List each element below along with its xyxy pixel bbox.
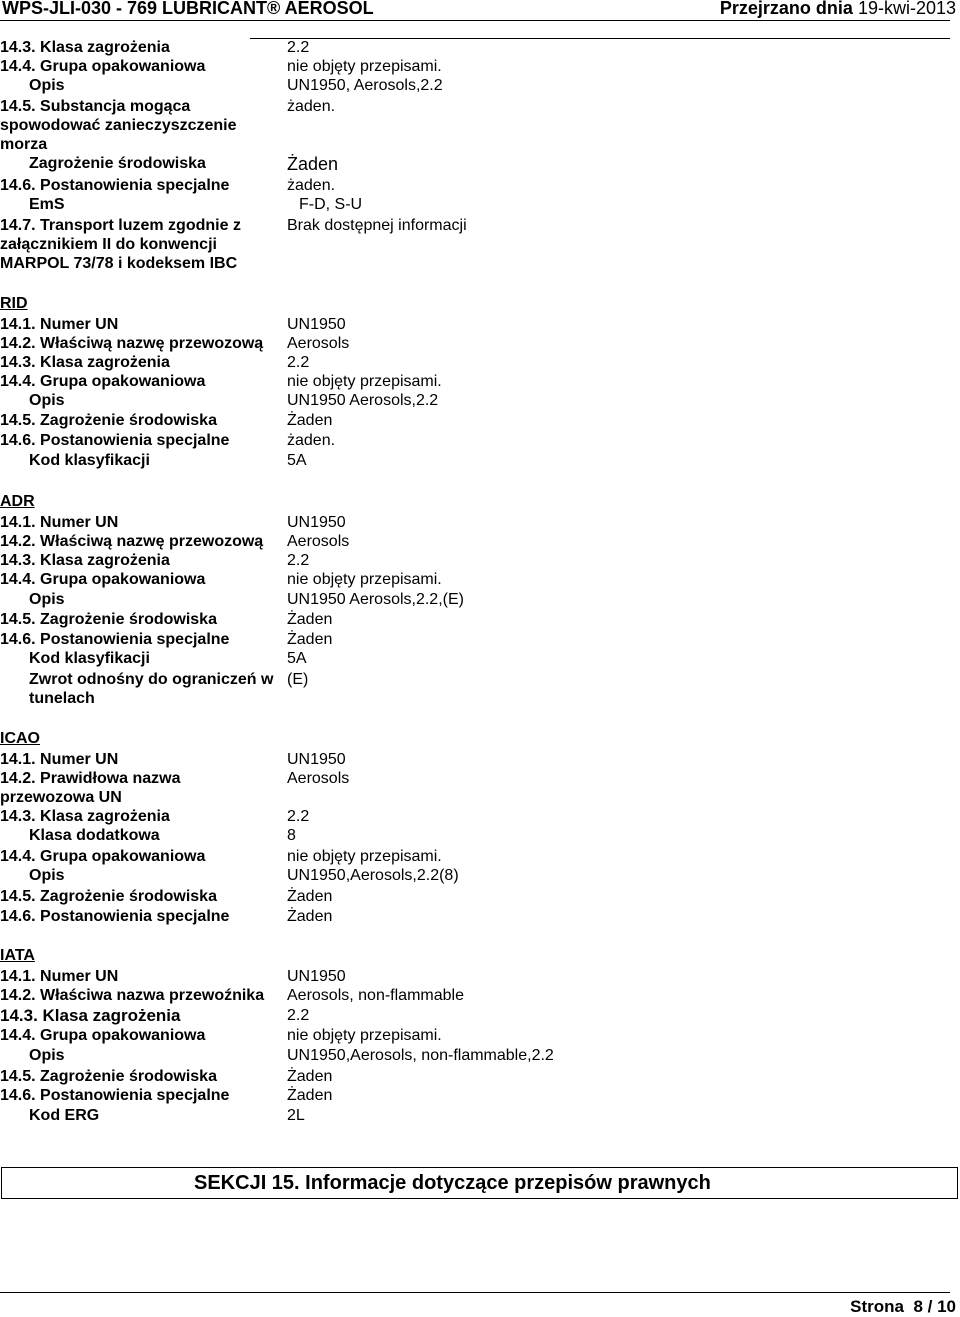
- adr-name-row: [0, 532, 950, 552]
- iata-pg-row: [0, 1026, 950, 1046]
- field-label: 14.6. Postanowienia specjalne: [0, 177, 230, 194]
- imdg-bulk-row-3: [0, 254, 950, 274]
- field-value: 2L: [287, 1107, 305, 1124]
- field-label: MARPOL 73/78 i kodeksem IBC: [0, 255, 238, 272]
- field-value: F-D, S-U: [299, 196, 363, 213]
- field-value: nie objęty przepisami.: [287, 1027, 442, 1044]
- section-15-title: SEKCJI 15. Informacje dotyczące przepisów prawnych: [194, 1172, 711, 1194]
- adr-class-row: [0, 551, 950, 571]
- field-label: 14.3. Klasa zagrożenia: [0, 808, 170, 825]
- footer-rule: [0, 1292, 950, 1293]
- rid-desc-row: [0, 391, 950, 411]
- field-label: 14.1. Numer UN: [0, 968, 119, 985]
- adr-desc-row: [0, 590, 950, 610]
- page-label: Strona: [850, 1297, 904, 1316]
- adr-special-row: [0, 630, 950, 650]
- adr-un-row: [0, 513, 950, 533]
- field-label: 14.4. Grupa opakowaniowa: [0, 848, 206, 865]
- icao-desc-row: [0, 866, 950, 886]
- adr-env-row: [0, 610, 950, 630]
- field-label: 14.5. Zagrożenie środowiska: [0, 412, 217, 429]
- field-label: Opis: [29, 77, 65, 94]
- field-label: 14.2. Właściwa nazwa przewoźnika: [0, 987, 265, 1004]
- field-value: UN1950,Aerosols,2.2(8): [287, 867, 459, 884]
- imdg-ems-row: [0, 195, 950, 215]
- field-label: spowodować zanieczyszczenie: [0, 117, 237, 134]
- field-label: 14.3. Klasa zagrożenia: [0, 552, 170, 569]
- field-label: 14.1. Numer UN: [0, 514, 119, 531]
- adr-code-row: [0, 649, 950, 669]
- field-label: Zwrot odnośny do ograniczeń w: [29, 671, 274, 688]
- section-heading: IATA: [0, 947, 35, 964]
- field-label: 14.1. Numer UN: [0, 316, 119, 333]
- field-label: Kod klasyfikacji: [29, 650, 150, 667]
- field-label: 14.4. Grupa opakowaniowa: [0, 58, 206, 75]
- field-value: Aerosols: [287, 335, 350, 352]
- revision-date: 19-kwi-2013: [857, 0, 956, 18]
- field-value: nie objęty przepisami.: [287, 58, 442, 75]
- field-label: 14.2. Właściwą nazwę przewozową: [0, 533, 264, 550]
- field-label: Klasa dodatkowa: [29, 827, 160, 844]
- field-label: 14.6. Postanowienia specjalne: [0, 432, 230, 449]
- icao-name-row: [0, 769, 950, 789]
- field-label: 14.5. Zagrożenie środowiska: [0, 611, 217, 628]
- imdg-desc-row: [0, 76, 950, 96]
- field-value: UN1950: [287, 316, 346, 333]
- field-value: żaden.: [287, 432, 336, 449]
- iata-name-row: [0, 986, 950, 1006]
- field-value: nie objęty przepisami.: [287, 571, 442, 588]
- field-value: 5A: [287, 650, 307, 667]
- field-label: 14.3. Klasa zagrożenia: [0, 354, 170, 371]
- field-value: UN1950 Aerosols,2.2: [287, 392, 439, 409]
- field-label: 14.7. Transport luzem zgodnie z: [0, 217, 241, 234]
- field-value: żaden.: [287, 98, 336, 115]
- field-value: Żaden: [287, 888, 333, 905]
- field-label: 14.5. Zagrożenie środowiska: [0, 888, 217, 905]
- field-label: Opis: [29, 1047, 65, 1064]
- page-number: [850, 1297, 956, 1317]
- iata-special-row: [0, 1086, 950, 1106]
- iata-class-row: [0, 1006, 950, 1026]
- field-label: Opis: [29, 867, 65, 884]
- field-value: UN1950 Aerosols,2.2,(E): [287, 591, 464, 608]
- field-value: 2.2: [287, 808, 310, 825]
- field-label: Kod klasyfikacji: [29, 452, 150, 469]
- section-heading: ICAO: [0, 730, 40, 747]
- field-label: 14.4. Grupa opakowaniowa: [0, 571, 206, 588]
- field-value: (E): [287, 671, 309, 688]
- imdg-class-row: [0, 38, 950, 58]
- field-value: Aerosols: [287, 533, 350, 550]
- field-value: Żaden: [287, 412, 333, 429]
- imdg-marine-row-2: [0, 116, 950, 136]
- revision-label: Przejrzano dnia: [719, 0, 853, 18]
- field-value: UN1950, Aerosols,2.2: [287, 77, 443, 94]
- field-label: 14.6. Postanowienia specjalne: [0, 1087, 230, 1104]
- adr-tunnel-row: [0, 670, 950, 690]
- field-label: 14.2. Prawidłowa nazwa: [0, 770, 181, 787]
- field-value: nie objęty przepisami.: [287, 373, 442, 390]
- field-label: 14.5. Zagrożenie środowiska: [0, 1068, 217, 1085]
- icao-special-row: [0, 907, 950, 927]
- iata-desc-row: [0, 1046, 950, 1066]
- field-value: Żaden: [287, 631, 333, 648]
- field-value: UN1950: [287, 751, 346, 768]
- field-label: przewozowa UN: [0, 789, 122, 806]
- imdg-bulk-row-2: [0, 235, 950, 255]
- icao-class-row: [0, 807, 950, 827]
- header-rule: [0, 20, 950, 21]
- field-value: Żaden: [287, 1087, 333, 1104]
- field-label: 14.4. Grupa opakowaniowa: [0, 1027, 206, 1044]
- icao-env-row: [0, 887, 950, 907]
- page-count: 8 / 10: [913, 1297, 956, 1316]
- field-label: 14.3. Klasa zagrożenia: [0, 1006, 181, 1025]
- field-value: Żaden: [287, 1068, 333, 1085]
- field-label: tunelach: [29, 690, 95, 707]
- field-value: Żaden: [287, 611, 333, 628]
- field-value: UN1950,Aerosols, non-flammable,2.2: [287, 1047, 554, 1064]
- field-label: 14.3. Klasa zagrożenia: [0, 39, 170, 56]
- rid-class-row: [0, 353, 950, 373]
- page-header: [0, 0, 960, 20]
- field-value: 2.2: [287, 354, 310, 371]
- imdg-marine-row: [0, 97, 950, 117]
- imdg-env-row: [0, 154, 950, 174]
- icao-un-row: [0, 750, 950, 770]
- field-label: EmS: [29, 196, 65, 213]
- section-heading: ADR: [0, 493, 35, 510]
- field-value: Brak dostępnej informacji: [287, 217, 467, 234]
- field-value: Aerosols, non-flammable: [287, 987, 464, 1004]
- field-label: 14.6. Postanowienia specjalne: [0, 908, 230, 925]
- document-title: WPS-JLI-030 - 769 LUBRICANT® AEROSOL: [2, 0, 374, 18]
- rid-code-row: [0, 451, 950, 471]
- revision-info: [720, 0, 956, 19]
- imdg-pg-row: [0, 57, 950, 77]
- field-label: 14.1. Numer UN: [0, 751, 119, 768]
- field-value: Żaden: [287, 154, 339, 174]
- imdg-marine-row-3: [0, 135, 950, 155]
- rid-env-row: [0, 411, 950, 431]
- field-label: 14.2. Właściwą nazwę przewozową: [0, 335, 264, 352]
- rid-pg-row: [0, 372, 950, 392]
- field-label: Opis: [29, 392, 65, 409]
- icao-pg-row: [0, 847, 950, 867]
- iata-env-row: [0, 1067, 950, 1087]
- field-value: 8: [287, 827, 296, 844]
- field-label: 14.4. Grupa opakowaniowa: [0, 373, 206, 390]
- field-label: 14.5. Substancja mogąca: [0, 98, 191, 115]
- adr-tunnel-row-2: [0, 689, 950, 709]
- field-value: żaden.: [287, 177, 336, 194]
- field-value: 5A: [287, 452, 307, 469]
- rid-name-row: [0, 334, 950, 354]
- icao-name-row-2: [0, 788, 950, 808]
- field-value: 2.2: [287, 552, 310, 569]
- iata-erg-row: [0, 1106, 950, 1126]
- field-label: załącznikiem II do konwencji: [0, 236, 217, 253]
- imdg-special-row: [0, 176, 950, 196]
- field-label: Zagrożenie środowiska: [29, 155, 206, 172]
- imdg-bulk-row: [0, 216, 950, 236]
- field-value: 2.2: [287, 1007, 310, 1024]
- icao-sub-row: [0, 826, 950, 846]
- field-label: Kod ERG: [29, 1107, 100, 1124]
- field-value: 2.2: [287, 39, 310, 56]
- rid-un-row: [0, 315, 950, 335]
- rid-special-row: [0, 431, 950, 451]
- field-value: Aerosols: [287, 770, 350, 787]
- field-label: Opis: [29, 591, 65, 608]
- field-value: UN1950: [287, 968, 346, 985]
- adr-pg-row: [0, 570, 950, 590]
- iata-un-row: [0, 967, 950, 987]
- field-label: 14.6. Postanowienia specjalne: [0, 631, 230, 648]
- section-heading: RID: [0, 295, 28, 312]
- field-value: UN1950: [287, 514, 346, 531]
- field-value: Żaden: [287, 908, 333, 925]
- field-value: nie objęty przepisami.: [287, 848, 442, 865]
- field-label: morza: [0, 136, 48, 153]
